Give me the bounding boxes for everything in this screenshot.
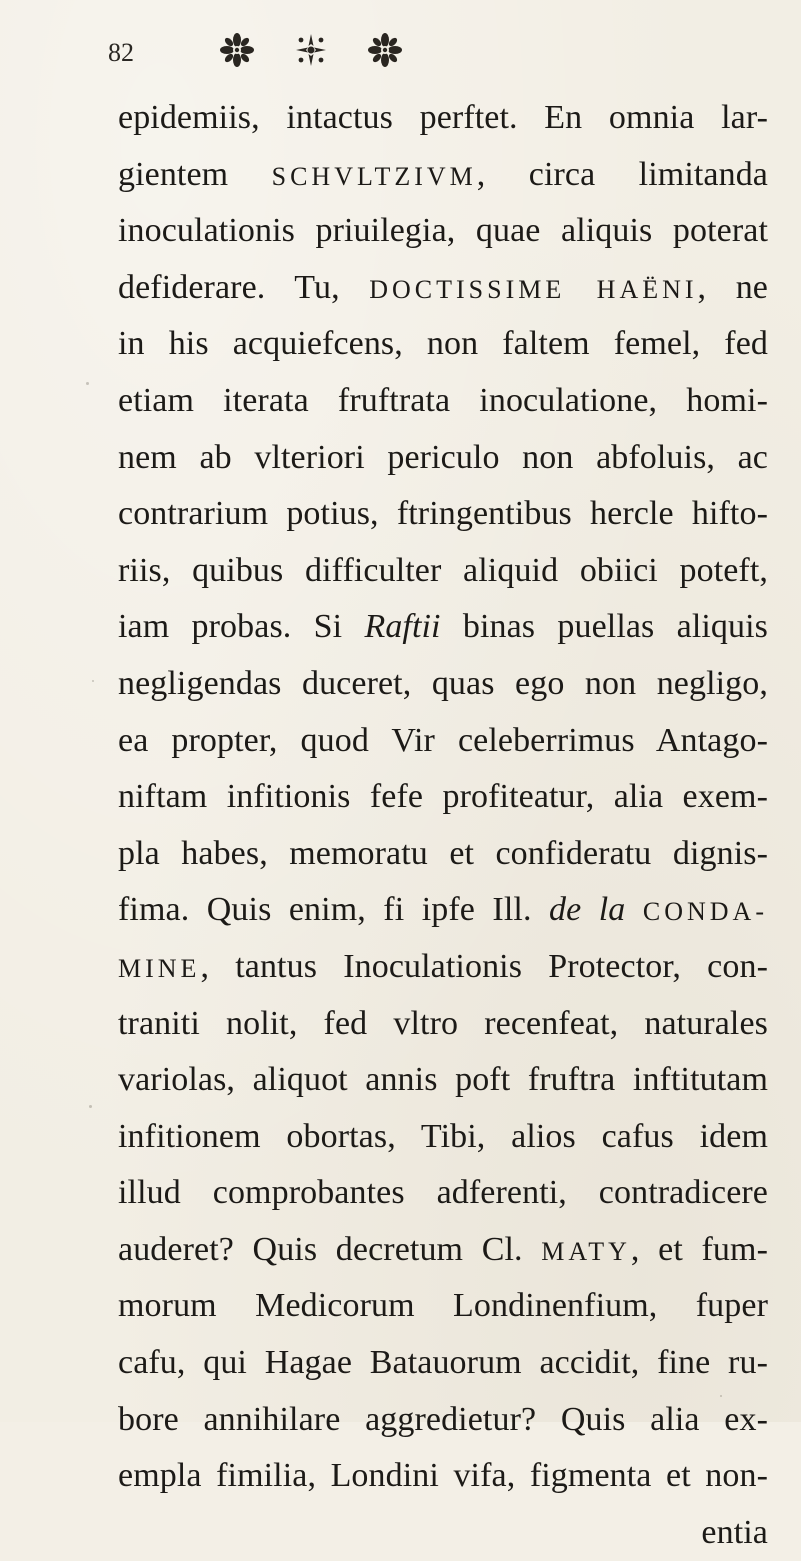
text-span: , et fum-: [630, 1230, 768, 1268]
text-line: [118, 430, 768, 487]
text-span: MATY: [541, 1236, 631, 1266]
text-line: [118, 1392, 768, 1449]
text-line: [118, 882, 768, 939]
page-header: [108, 28, 668, 78]
text-span: cafu, qui Hagae Batauorum accidit, fine ru-: [118, 1344, 768, 1382]
text-line: [118, 656, 768, 713]
text-span: DOCTISSIME HAËNI: [369, 274, 698, 304]
text-span: MINE: [118, 953, 201, 983]
text-span: , circa limitanda: [476, 155, 768, 193]
text-span: ea propter, quod Vir celeberrimus Antago-: [118, 721, 768, 759]
text-span: binas puellas aliquis: [440, 608, 769, 646]
text-span: in his acquiefcens, non faltem femel, fed: [118, 325, 768, 363]
text-line: [118, 1448, 768, 1505]
fleuron-icon: [220, 32, 254, 68]
text-line: [118, 826, 768, 883]
text-span: morum Medicorum Londinenfium, fuper: [118, 1287, 768, 1325]
paper-speck: [89, 1105, 92, 1108]
text-line: [118, 769, 768, 826]
fleuron-icon: [368, 32, 402, 68]
text-span: pla habes, memoratu et confideratu dignis-: [118, 834, 768, 872]
text-span: bore annihilare aggredietur? Quis alia ex-: [118, 1400, 768, 1438]
text-span: defiderare. Tu,: [118, 268, 370, 306]
text-span: fima. Quis enim, fi ipfe Ill.: [118, 891, 550, 929]
text-span: illud comprobantes adferenti, contradicere: [118, 1174, 768, 1212]
text-span: infitionem obortas, Tibi, alios cafus idem: [118, 1117, 768, 1155]
text-span: CONDA-: [642, 897, 768, 927]
text-span: etiam iterata fruftrata inoculatione, homi-: [118, 381, 768, 419]
text-span: variolas, aliquot annis poft fruftra inftitutam: [118, 1061, 768, 1099]
text-span: Raftii: [364, 608, 441, 646]
text-line: [118, 373, 768, 430]
text-line: [118, 543, 768, 600]
text-line: [118, 486, 768, 543]
paper-speck: [92, 680, 94, 682]
text-span: , tantus Inoculationis Protector, con-: [200, 947, 768, 985]
header-ornaments: [220, 32, 402, 68]
text-span: riis, quibus difficulter aliquid obiici poteft,: [118, 551, 768, 589]
star-fleuron-icon: [294, 32, 328, 68]
text-line: [118, 90, 768, 147]
text-line: [118, 1052, 768, 1109]
text-line: [118, 939, 768, 996]
text-span: auderet? Quis decretum Cl.: [118, 1230, 542, 1268]
text-span: , ne: [697, 268, 768, 306]
paper-speck: [86, 382, 89, 385]
text-span: inoculationis priuilegia, quae aliquis poterat: [118, 212, 768, 250]
text-span: epidemiis, intactus perftet. En omnia lar-: [118, 99, 768, 136]
text-span: nem ab vlteriori periculo non abfoluis, ac: [118, 438, 768, 476]
text-span: iam probas. Si: [118, 608, 365, 646]
text-line: [118, 1278, 768, 1335]
text-span: traniti nolit, fed vltro recenfeat, naturales: [118, 1004, 768, 1042]
body-text: [118, 90, 768, 1561]
text-span: gientem: [118, 155, 272, 193]
text-span: contrarium potius, ftringentibus hercle hifto-: [118, 495, 768, 533]
text-line: [118, 1165, 768, 1222]
text-line: [118, 1335, 768, 1392]
text-line: [118, 996, 768, 1053]
text-span: [625, 891, 642, 928]
page-number: 82: [108, 38, 134, 67]
text-line: [118, 316, 768, 373]
text-span: SCHVLTZIVM: [271, 161, 477, 191]
text-span: negligendas duceret, quas ego non negligo,: [118, 664, 768, 702]
text-line: [118, 599, 768, 656]
text-line: [118, 1505, 768, 1561]
text-span: entia: [701, 1513, 768, 1551]
text-line: [118, 1222, 768, 1279]
text-line: [118, 713, 768, 770]
paper-speck: [720, 1395, 722, 1397]
text-line: [118, 260, 768, 317]
text-line: [118, 203, 768, 260]
text-span: empla fimilia, Londini vifa, figmenta et non-: [118, 1457, 768, 1495]
text-line: [118, 147, 768, 204]
text-span: niftam infitionis fefe profiteatur, alia exem-: [118, 778, 768, 816]
text-span: de la: [549, 891, 626, 929]
text-line: [118, 1109, 768, 1166]
